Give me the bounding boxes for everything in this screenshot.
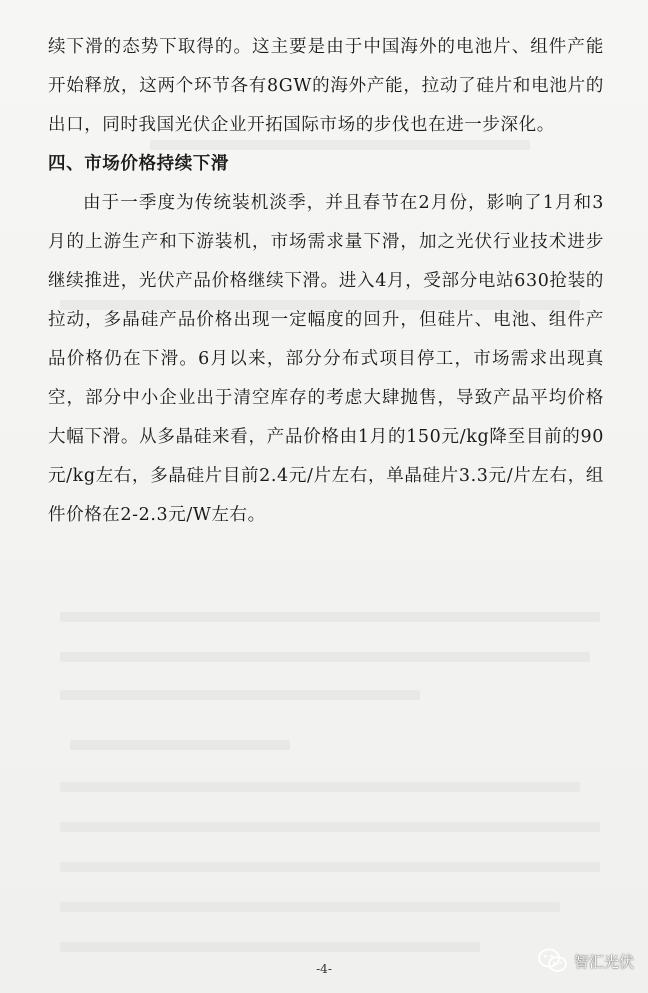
wechat-icon — [538, 948, 568, 974]
watermark — [538, 948, 634, 974]
watermark-label: 智汇光伏 — [573, 952, 634, 971]
bleed-through-line — [70, 740, 290, 750]
bleed-through-line — [60, 862, 600, 872]
bleed-through-line — [60, 942, 480, 952]
bleed-through-line — [60, 902, 560, 912]
paragraph-continuation: 续下滑的态势下取得的。这主要是由于中国海外的电池片、组件产能开始释放，这两个环节各有8GW的海外产能，拉动了硅片和电池片的出口，同时我国光伏企业开拓国际市场的步伐也在进一步深化。 — [48, 37, 604, 135]
section-paragraph: 由于一季度为传统装机淡季，并且春节在2月份，影响了1月和3月的上游生产和下游装机，市场需求量下滑，加之光伏行业技术进步继续推进，光伏产品价格继续下滑。进入4月，受部分电站630抢装的拉动，多晶硅产品价格出现一定幅度的回升，但硅片、电池、组件产品价格仍在下滑。6月以来，部分分布式项目停工，市场需求出现真空，部分中小企业出于清空库存的考虑大肆抛售，导致产品平均价格大幅下滑。从多晶硅来看，产品价格由1月的150元/kg降至目前的90元/kg左右，多晶硅片目前2.4元/片左右，单晶硅片3.3元/片左右，组件价格在2-2.3元/W左右。 — [48, 193, 604, 525]
bleed-through-line — [60, 782, 580, 792]
bleed-through-line — [60, 822, 600, 832]
page-number: -4- — [316, 962, 332, 976]
section-heading: 四、市场价格持续下滑 — [48, 154, 229, 174]
bleed-through-line — [60, 690, 420, 700]
bleed-through-line — [60, 652, 590, 662]
bleed-through-line — [60, 612, 600, 622]
document-body — [48, 28, 604, 535]
